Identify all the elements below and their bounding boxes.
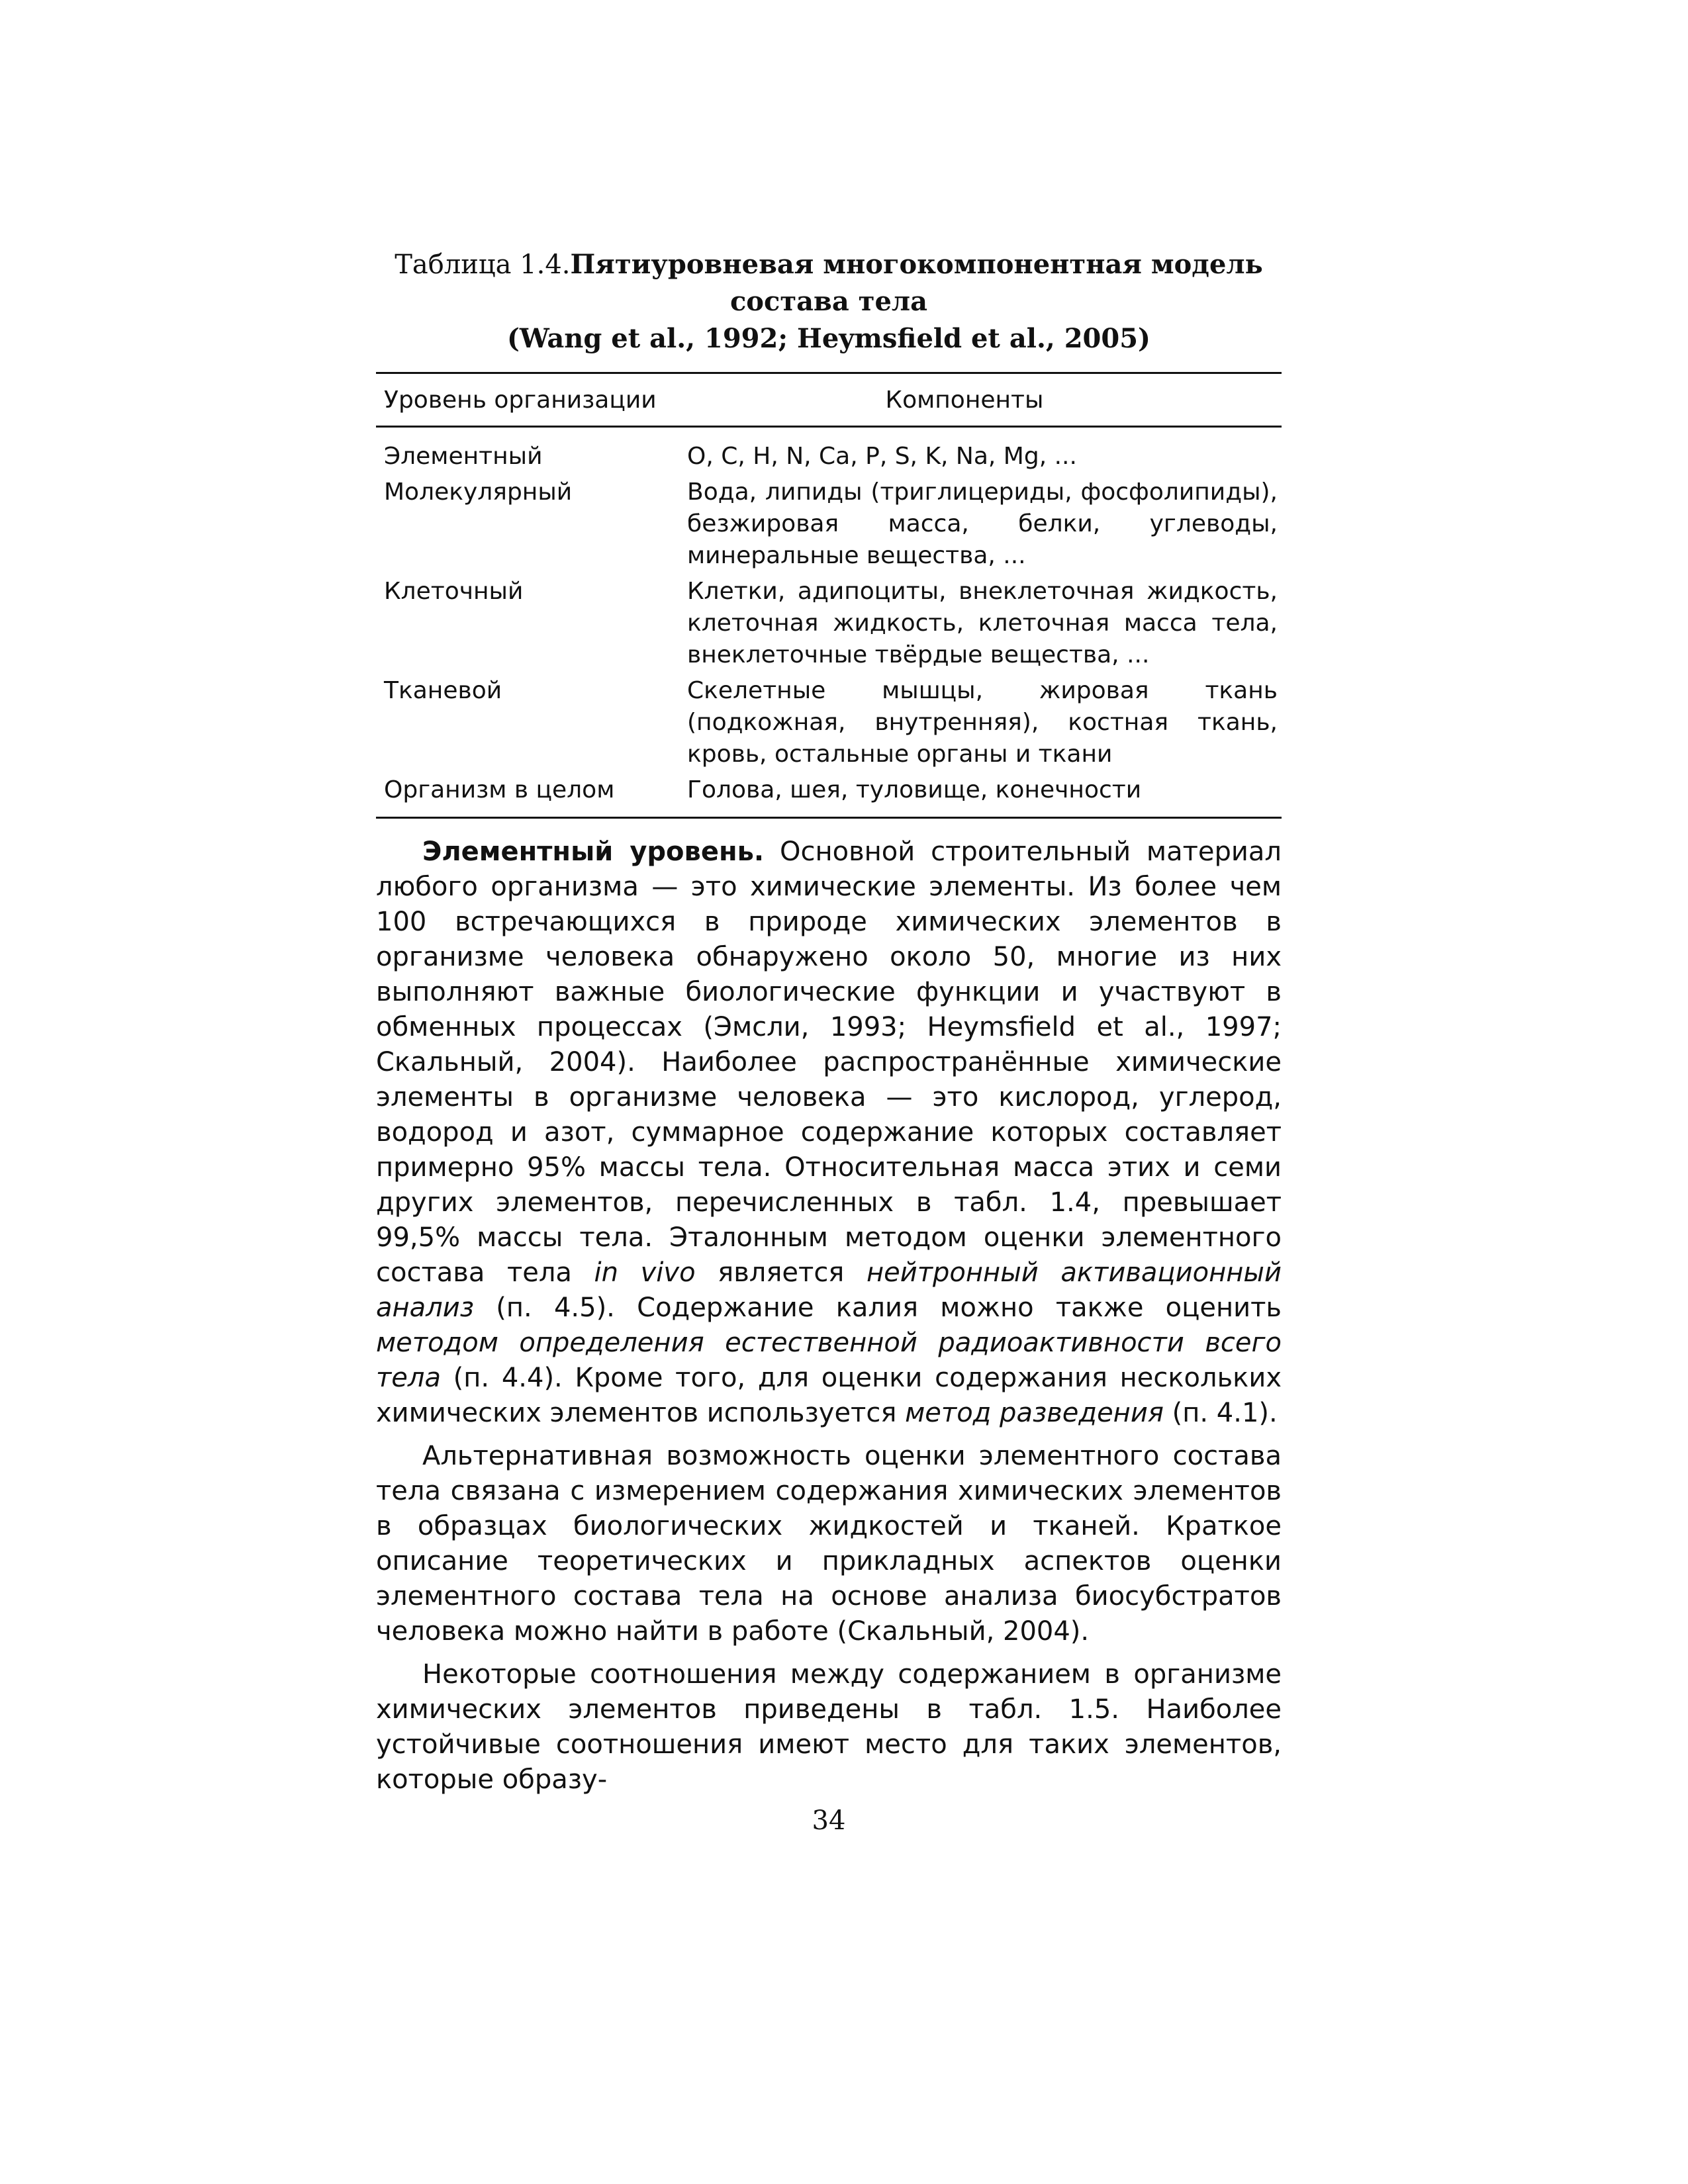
row-components: Голова, шея, туловище, конечности [687, 776, 1142, 803]
row-level: Клеточный [384, 578, 524, 605]
text-run: является [695, 1257, 867, 1288]
paragraph-ratios: Некоторые соотношения между содержанием в организме химических элементов приведены в табл. 1.5. Наиболее устойчивые соотношения имеют место для таких элементов, которые образу- [376, 1659, 1282, 1795]
italic-term: методом определения естественной радиоактивности всего тела [376, 1328, 1282, 1393]
row-level: Молекулярный [384, 478, 573, 506]
text-run: (п. 4.5). Содержание калия можно также оценить [474, 1293, 1282, 1323]
row-level: Организм в целом [384, 776, 615, 803]
table-caption [376, 246, 1282, 357]
paragraph-heading: Элементный уровень. [422, 837, 765, 867]
row-components: Вода, липиды (триглицериды, фосфолипиды), безжировая масса, белки, углеводы, минеральные вещества, ... [687, 478, 1278, 569]
caption-title: Пятиуровневая многокомпонентная модель состава тела [570, 249, 1263, 317]
italic-term: нейтронный активационный анализ [376, 1257, 1282, 1323]
italic-term: метод разведения [905, 1398, 1164, 1428]
composition-table [376, 372, 1282, 819]
row-level: Тканевой [384, 677, 502, 704]
table-row [376, 576, 1282, 671]
header-level: Уровень организации [384, 386, 657, 414]
text-run: (п. 4.4). Кроме того, для оценки содержания нескольких химических элементов используется [376, 1363, 1282, 1428]
table-row [376, 675, 1282, 770]
table-row [376, 477, 1282, 572]
row-level: Элементный [384, 443, 543, 470]
header-components: Компоненты [885, 386, 1044, 414]
text-run: Основной строительный материал любого организма — это химические элементы. Из более чем 100 встречающихся в природе химических элементов в организме человека обнаружено около 50, многие из них выполняют важные биологические функции и участвуют в обменных процессах (Эмсли, 1993; Heymsfield et al., 1997; Скальный, 2004). Наиболее распространённые химические элементы в организме человека — это кислород, углерод, водород и азот, суммарное содержание которых составляет примерно 95% массы тела. Относительная масса этих и семи других элементов, перечисленных в табл. 1.4, превышает 99,5% массы тела. Эталонным методом оценки элементного состава тела [376, 837, 1282, 1288]
table-row [376, 774, 1282, 806]
paragraph-elemental-level [376, 835, 1282, 1431]
table-header-row [376, 374, 1282, 428]
row-components: Скелетные мышцы, жировая ткань (подкожная, внутренняя), костная ткань, кровь, остальные органы и ткани [687, 677, 1278, 768]
row-components: O, C, H, N, Ca, P, S, K, Na, Mg, ... [687, 443, 1077, 470]
page-number: 34 [812, 1805, 846, 1836]
table-row [376, 441, 1282, 473]
caption-references: (Wang et al., 1992; Heymsfield et al., 2005) [507, 323, 1150, 354]
italic-term: in vivo [594, 1257, 696, 1288]
table-body [376, 428, 1282, 817]
paragraph-alternative: Альтернативная возможность оценки элементного состава тела связана с измерением содержания химических элементов в образцах биологических жидкостей и тканей. Краткое описание теоретических и прикладных аспектов оценки элементного состава тела на основе анализа биосубстратов человека можно найти в работе (Скальный, 2004). [376, 1441, 1282, 1647]
caption-prefix: Таблица 1.4. [395, 250, 571, 280]
row-components: Клетки, адипоциты, внеклеточная жидкость, клеточная жидкость, клеточная масса тела, внеклеточные твёрдые вещества, ... [687, 578, 1278, 668]
book-page [376, 246, 1282, 1836]
text-run: (п. 4.1). [1163, 1398, 1278, 1428]
body-text [376, 835, 1282, 1797]
